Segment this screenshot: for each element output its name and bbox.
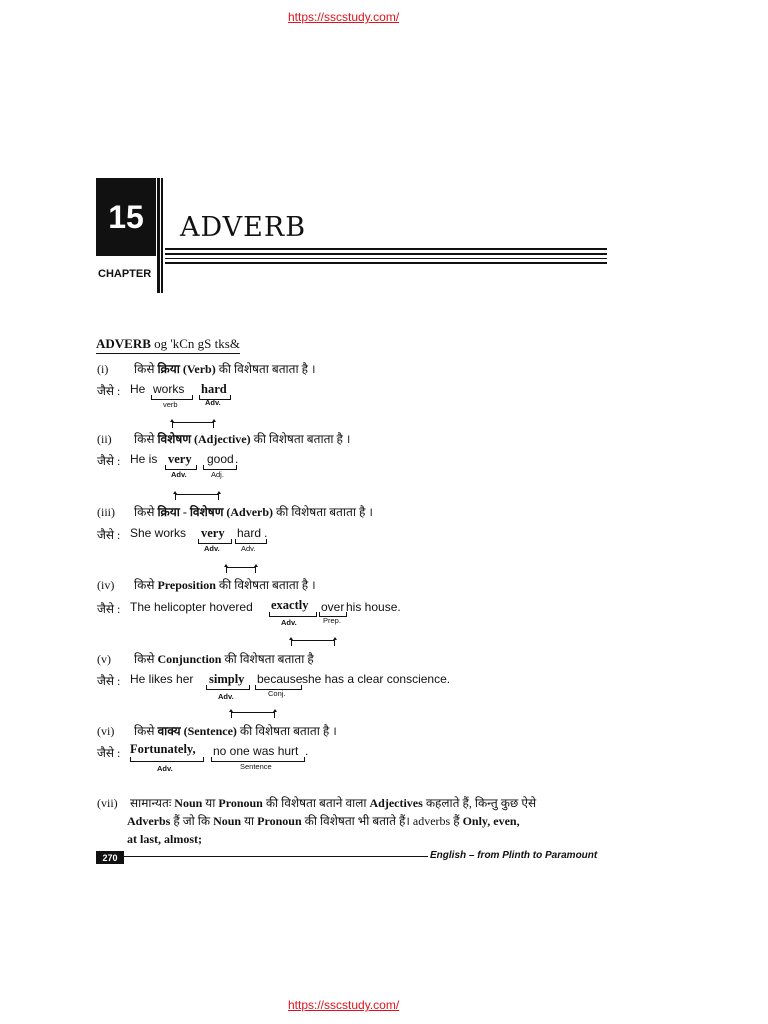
tag-label: Conj. bbox=[268, 689, 286, 698]
rule-pre: किसे bbox=[134, 652, 155, 666]
text-bold: Only, even, bbox=[462, 814, 520, 828]
rule-line-3 bbox=[97, 503, 373, 520]
tag-label: Adv. bbox=[281, 618, 297, 627]
text: कहलाते हैं, किन्तु कुछ ऐसे bbox=[425, 796, 537, 810]
example-word: she has a clear conscience. bbox=[302, 672, 451, 686]
rule-7-line-3 bbox=[97, 830, 617, 848]
tag-label: Prep. bbox=[323, 616, 341, 625]
example-word: because bbox=[257, 672, 303, 686]
example-word: He is bbox=[130, 452, 158, 466]
rule-7-line-2 bbox=[97, 812, 617, 830]
text: या bbox=[205, 796, 216, 810]
example-word: The helicopter hovered bbox=[130, 600, 253, 614]
text: की विशेषता बताने वाला bbox=[265, 796, 367, 810]
title-rule-4 bbox=[165, 262, 607, 264]
example-5 bbox=[97, 672, 597, 702]
title-rule-2 bbox=[165, 253, 607, 255]
example-label: जैसे : bbox=[97, 746, 121, 760]
example-word: works bbox=[153, 382, 185, 396]
tag-label: Adv. bbox=[241, 544, 256, 553]
text: या bbox=[244, 814, 255, 828]
tag-label: Adv. bbox=[204, 544, 220, 553]
example-word: his house. bbox=[346, 600, 401, 614]
text-bold: Adjectives bbox=[369, 796, 423, 810]
tag-label: Adv. bbox=[205, 398, 221, 407]
underline-bracket bbox=[130, 757, 204, 762]
tag-label: Adv. bbox=[171, 470, 187, 479]
chapter-number: 15 bbox=[96, 178, 156, 256]
rule-number: (iii) bbox=[97, 505, 115, 519]
example-3 bbox=[97, 526, 597, 556]
text: सामान्यतः bbox=[130, 796, 172, 810]
tag-label: Adv. bbox=[157, 764, 173, 773]
text-bold: at last, almost; bbox=[127, 832, 202, 846]
title-rule-1 bbox=[165, 248, 607, 250]
example-word-adverb: very bbox=[168, 452, 192, 466]
rule-pre: किसे bbox=[134, 724, 155, 738]
rule-number: (iv) bbox=[97, 578, 115, 592]
rule-post: की विशेषता बताता है । bbox=[253, 432, 351, 446]
rule-7-line-1 bbox=[97, 794, 617, 812]
example-2 bbox=[97, 452, 597, 482]
rule-post: की विशेषता बताता है । bbox=[276, 505, 373, 519]
tag-label: Adj. bbox=[211, 470, 224, 479]
rule-line-2 bbox=[97, 430, 350, 447]
header-link[interactable]: https://sscstudy.com/ bbox=[288, 10, 400, 24]
underline-bracket bbox=[269, 612, 317, 617]
example-word-adverb: exactly bbox=[271, 598, 309, 612]
text: हैं जो कि bbox=[173, 814, 211, 828]
rule-bold: वाक्य (Sentence) bbox=[157, 724, 237, 738]
rule-number: (ii) bbox=[97, 432, 112, 446]
chapter-title: ADVERB bbox=[180, 212, 307, 243]
text-bold: Noun bbox=[174, 796, 203, 810]
rule-line-1 bbox=[97, 360, 316, 377]
text: की विशेषता भी बताते हैं। adverbs हैं bbox=[304, 814, 460, 828]
underline-bracket bbox=[206, 685, 250, 690]
example-punct: . bbox=[305, 744, 309, 758]
rule-pre: किसे bbox=[134, 578, 155, 592]
chapter-label: CHAPTER bbox=[98, 268, 152, 280]
relation-arrow bbox=[175, 494, 219, 500]
example-word: good bbox=[207, 452, 234, 466]
example-word: over bbox=[321, 600, 345, 614]
example-punct: . bbox=[235, 452, 239, 466]
footer-rule bbox=[124, 856, 428, 857]
tag-label: Sentence bbox=[240, 762, 272, 771]
example-word-adverb: Fortunately, bbox=[130, 742, 196, 756]
tag-label: verb bbox=[163, 400, 178, 409]
example-label: जैसे : bbox=[97, 528, 121, 542]
relation-arrow bbox=[231, 712, 275, 718]
example-label: जैसे : bbox=[97, 384, 121, 398]
rule-post: की विशेषता बताता है । bbox=[218, 362, 316, 376]
example-word-adverb: simply bbox=[209, 672, 245, 686]
example-punct: . bbox=[264, 526, 268, 540]
text-bold: Adverbs bbox=[127, 814, 171, 828]
rule-pre: किसे bbox=[134, 432, 155, 446]
rule-number: (vii) bbox=[97, 796, 118, 810]
text-bold: Noun bbox=[213, 814, 242, 828]
rule-line-5 bbox=[97, 650, 314, 667]
example-1 bbox=[97, 382, 597, 412]
example-word-adverb: hard bbox=[201, 382, 227, 396]
rule-post: की विशेषता बताता है । bbox=[239, 724, 337, 738]
relation-arrow bbox=[172, 422, 214, 428]
example-label: जैसे : bbox=[97, 602, 121, 616]
tag-label: Adv. bbox=[218, 692, 234, 701]
example-word: no one was hurt bbox=[213, 744, 299, 758]
section-heading bbox=[96, 336, 240, 354]
book-title: English – from Plinth to Paramount bbox=[430, 850, 598, 861]
rule-bold: क्रिया (Verb) bbox=[157, 362, 216, 376]
rule-number: (i) bbox=[97, 362, 109, 376]
rule-paragraph-7 bbox=[97, 794, 617, 848]
example-label: जैसे : bbox=[97, 674, 121, 688]
example-label: जैसे : bbox=[97, 454, 121, 468]
example-word: He likes her bbox=[130, 672, 194, 686]
page-number: 270 bbox=[96, 851, 124, 864]
rule-pre: किसे bbox=[134, 505, 155, 519]
rule-number: (vi) bbox=[97, 724, 115, 738]
rule-bold: Conjunction bbox=[157, 652, 222, 666]
rule-post: की विशेषता बताता है । bbox=[218, 578, 316, 592]
title-rule-3 bbox=[165, 258, 607, 259]
relation-arrow bbox=[226, 567, 256, 573]
rule-bold: क्रिया - विशेषण (Adverb) bbox=[157, 505, 274, 519]
text-bold: Pronoun bbox=[218, 796, 263, 810]
rule-line-4 bbox=[97, 576, 316, 593]
section-heading-rest: og 'kCn gS tks& bbox=[150, 336, 240, 351]
rule-post: की विशेषता बताता है bbox=[224, 652, 314, 666]
example-word: He bbox=[130, 382, 146, 396]
example-6 bbox=[97, 744, 597, 774]
rule-pre: किसे bbox=[134, 362, 155, 376]
text-bold: Pronoun bbox=[257, 814, 302, 828]
example-word: She works bbox=[130, 526, 187, 540]
chapter-divider bbox=[157, 178, 160, 293]
relation-arrow bbox=[291, 640, 335, 646]
section-heading-bold: ADVERB bbox=[96, 336, 151, 351]
rule-bold: Preposition bbox=[157, 578, 216, 592]
footer-link[interactable]: https://sscstudy.com/ bbox=[288, 998, 400, 1012]
example-word: hard bbox=[237, 526, 262, 540]
rule-number: (v) bbox=[97, 652, 111, 666]
rule-bold: विशेषण (Adjective) bbox=[157, 432, 251, 446]
example-word-adverb: very bbox=[201, 526, 225, 540]
chapter-divider-thin bbox=[161, 178, 163, 293]
rule-line-6 bbox=[97, 722, 337, 739]
example-4 bbox=[97, 600, 597, 630]
